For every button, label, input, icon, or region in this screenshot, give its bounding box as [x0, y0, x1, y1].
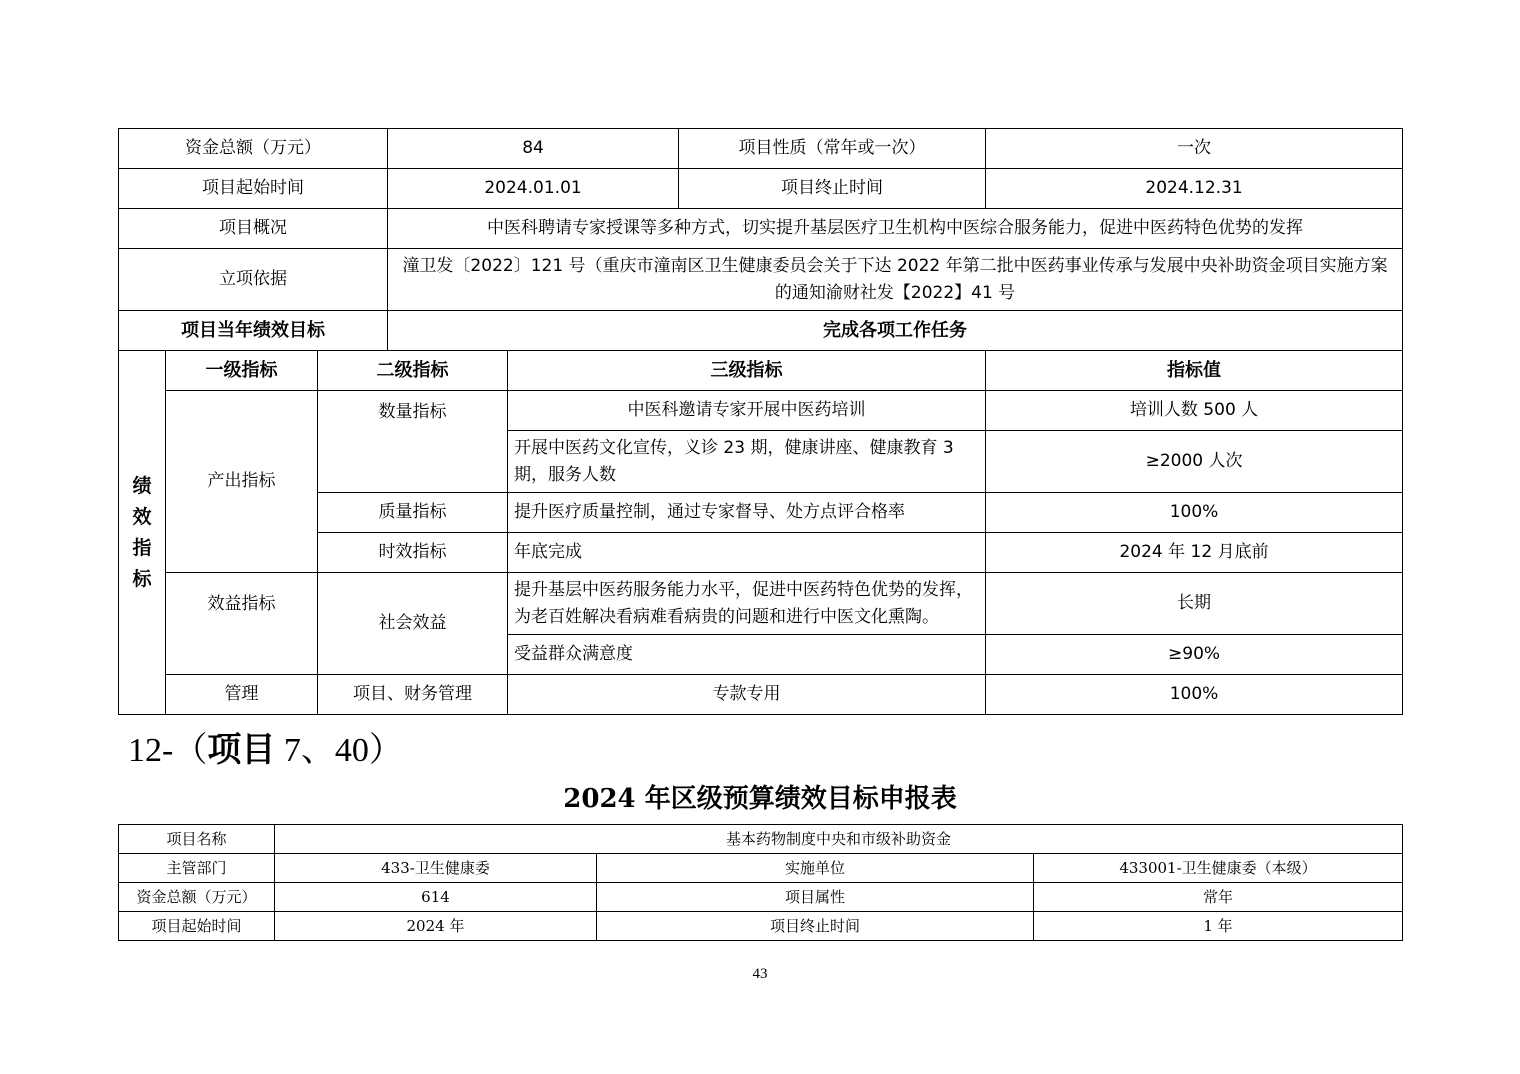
start-time-value: 2024.01.01 [388, 169, 679, 209]
attr-label: 项目属性 [597, 883, 1034, 912]
table-row [119, 249, 1403, 311]
indicator-value: 长期 [986, 573, 1403, 635]
perf-indicator-vertical-label [119, 351, 166, 715]
page-number: 43 [752, 966, 768, 982]
form-title: 2024 年区级预算绩效目标申报表 [563, 784, 957, 814]
basis-label: 立项依据 [119, 249, 388, 311]
indicator-value: 培训人数 500 人 [986, 391, 1403, 431]
dept-value: 433-卫生健康委 [275, 854, 597, 883]
quality-indicator-label: 质量指标 [318, 493, 508, 533]
indicator-value: 100% [986, 493, 1403, 533]
table-row [119, 169, 1403, 209]
nature-value: 一次 [986, 129, 1403, 169]
header-level1: 一级指标 [166, 351, 318, 391]
section-heading-prefix: 12-（ [128, 732, 208, 769]
overview-value: 中医科聘请专家授课等多种方式，切实提升基层医疗卫生机构中医综合服务能力，促进中医药特色优势的发挥 [388, 209, 1403, 249]
goal-value: 完成各项工作任务 [388, 311, 1403, 351]
performance-table [118, 128, 1403, 715]
indicator-value: ≥90% [986, 635, 1403, 675]
attr-value: 常年 [1034, 883, 1403, 912]
table-row [119, 351, 1403, 391]
indicator-value: 100% [986, 675, 1403, 715]
indicator-text: 中医科邀请专家开展中医药培训 [508, 391, 986, 431]
project-name-value: 基本药物制度中央和市级补助资金 [275, 825, 1403, 854]
social-benefit-label: 社会效益 [318, 573, 508, 675]
table-row [119, 825, 1403, 854]
header-level2: 二级指标 [318, 351, 508, 391]
section-heading [128, 722, 403, 771]
benefit-indicator-label: 效益指标 [166, 573, 318, 675]
table-row [119, 573, 1403, 635]
table-row [119, 311, 1403, 351]
header-level3: 三级指标 [508, 351, 986, 391]
end-time-label: 项目终止时间 [679, 169, 986, 209]
start-time-label: 项目起始时间 [119, 169, 388, 209]
project-name-label: 项目名称 [119, 825, 275, 854]
end-time-value: 2024.12.31 [986, 169, 1403, 209]
table-row [119, 912, 1403, 941]
basis-value: 潼卫发〔2022〕121 号（重庆市潼南区卫生健康委员会关于下达 2022 年第二批中医药事业传承与发展中央补助资金项目实施方案的通知渝财社发【2022】41 号 [388, 249, 1403, 311]
nature-label: 项目性质（常年或一次） [679, 129, 986, 169]
quantity-indicator-label: 数量指标 [318, 391, 508, 493]
indicator-value: 2024 年 12 月底前 [986, 533, 1403, 573]
vertical-char: 效 [132, 505, 152, 528]
end-label: 项目终止时间 [597, 912, 1034, 941]
overview-label: 项目概况 [119, 209, 388, 249]
table-row [119, 854, 1403, 883]
section-heading-bold: 项目 [207, 730, 276, 770]
timeliness-indicator-label: 时效指标 [318, 533, 508, 573]
indicator-value: ≥2000 人次 [986, 431, 1403, 493]
unit-label: 实施单位 [597, 854, 1034, 883]
indicator-text: 开展中医药文化宣传，义诊 23 期，健康讲座、健康教育 3 期，服务人数 [508, 431, 986, 493]
header-value: 指标值 [986, 351, 1403, 391]
vertical-char: 标 [132, 567, 152, 590]
funds-label: 资金总额（万元） [119, 883, 275, 912]
vertical-char: 绩 [132, 474, 152, 497]
start-value: 2024 年 [275, 912, 597, 941]
vertical-char: 指 [132, 536, 152, 559]
section-heading-suffix: 7、40） [275, 732, 403, 769]
output-indicator-label: 产出指标 [166, 391, 318, 573]
indicator-text: 年底完成 [508, 533, 986, 573]
indicator-text: 受益群众满意度 [508, 635, 986, 675]
goal-label: 项目当年绩效目标 [119, 311, 388, 351]
application-form-table [118, 824, 1403, 941]
indicator-text: 专款专用 [508, 675, 986, 715]
table-row [119, 209, 1403, 249]
dept-label: 主管部门 [119, 854, 275, 883]
table-row [119, 391, 1403, 431]
total-funds-value: 84 [388, 129, 679, 169]
unit-value: 433001-卫生健康委（本级） [1034, 854, 1403, 883]
management-label: 管理 [166, 675, 318, 715]
indicator-text: 提升基层中医药服务能力水平，促进中医药特色优势的发挥，为老百姓解决看病难看病贵的问题和进行中医文化熏陶。 [508, 573, 986, 635]
table-row [119, 883, 1403, 912]
total-funds-label: 资金总额（万元） [119, 129, 388, 169]
table-row [119, 675, 1403, 715]
indicator-text: 提升医疗质量控制，通过专家督导、处方点评合格率 [508, 493, 986, 533]
funds-value: 614 [275, 883, 597, 912]
start-label: 项目起始时间 [119, 912, 275, 941]
table-row [119, 129, 1403, 169]
management-level2: 项目、财务管理 [318, 675, 508, 715]
end-value: 1 年 [1034, 912, 1403, 941]
